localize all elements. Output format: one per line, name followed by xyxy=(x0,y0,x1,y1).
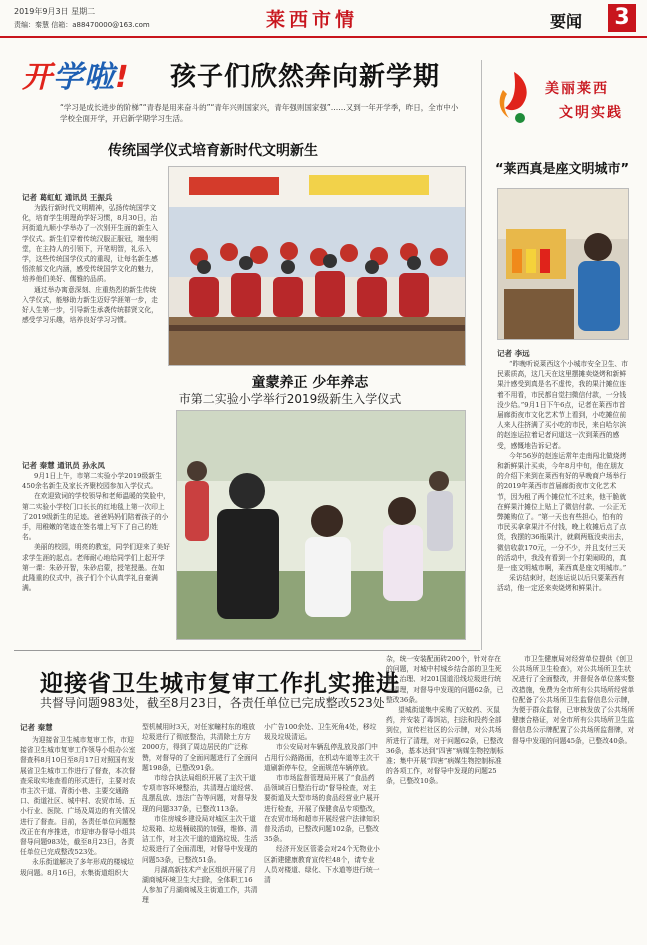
civic-logo-line1: 美丽莱西 xyxy=(545,81,609,97)
photo-ceremony xyxy=(168,166,466,366)
editor-line: 责编：秦慧 信箱：a88470000@163.com xyxy=(14,21,150,29)
lead-paragraph: “学习是成长进步的阶梯”“青春是用来奋斗的”“青年兴则国家兴，青年强则国家强”……又到一年开学季，昨日，全市中小学校全面开学，开启新学期学习生活。 xyxy=(60,103,459,123)
sidebar-paragraph: “昨晚听说莱西这个小城市安全卫生、市民素质高，这几天在这里摆摊卖烧烤和新鲜果汁感受到真是名不虚传，我的果汁摊位连着不用看，市民都自觉扫微信付款，一分钱没少给。”9月1日下午6点，记者在莱西市首届廊街夜市文化艺术节上看到，小吃摊位前人来人往挤满了买小吃的市民，来自哈尔滨的赵连运拉着记者问道这一次到莱西的感受，感慨地告诉记者。 xyxy=(497,360,629,450)
story2-title: 童蒙养正 少年养志 xyxy=(251,375,369,391)
story2-subtitle: 市第二实验小学举行2019级新生入学仪式 xyxy=(178,392,402,406)
story2-paragraph: 美丽的校园，明亮的教室，同学们迎来了美好求学生涯的起点。老师耐心地给同学们上起开学第一课：朱砂开智，朱砂启蒙，授笔授墨。在如此隆重的仪式中，孩子们个个认真学礼自豪满满。 xyxy=(22,543,170,593)
story3-subtitle: 共督导问题983处，截至8月23日，各责任单位已完成整改523处 xyxy=(40,696,385,710)
section-name: 要闻 xyxy=(550,12,583,31)
story3-paragraph: 永乐街道解决了多年形成的楼城垃圾问题。8月16日，水集街道组织大 xyxy=(20,858,134,877)
kicker-part-a: 开 xyxy=(22,60,53,95)
story3-paragraph: 市市场监督管理局开展了“食品药品领域百日整治行动”督导检查，对主要街道及大型市场的食品经营业户展开进行检查，开展了保健食品专项整改，在农贸市场和超市开展经营户法律知识普及活动，已整改问题102条，已整改35条。 xyxy=(264,774,380,844)
story1-column xyxy=(22,192,162,325)
story3-paragraph: 市卫生健康局对经营单位提供《创卫公共场所卫生检查》，对公共场所卫生状况进行了全面整改，并督促各单位落实整改措施，免费为全市所有公共场所经营单位配备了公共场所卫生监督信息公示牌，为便于群众监督，已审核发放了公共场所健康合格证，对全市所有公共场所卫生监督信息公示牌配置了公共场所监督牌，对督导中发现的问题45条，已整改40条。 xyxy=(512,655,635,745)
civic-emblem-icon xyxy=(493,68,535,128)
story3-paragraph: 市公安局对车辆乱停乱放及部门中占用行公路路面，在机动车道等主次干道刷新停车位，全面规范车辆停放。 xyxy=(264,743,380,772)
sidebar-paragraph: 采访结束时，赵连运说以后只要莱西有活动，他一定还来卖烧烤和鲜果汁。 xyxy=(497,574,625,593)
story2-byline: 记者 秦慧 通讯员 孙永凤 xyxy=(22,461,105,470)
story3-paragraph: 为迎接省卫生城市复审工作，市迎接省卫生城市复审工作领导小组办公室督查科8月10日至8月17日对照国有发展省卫生城市工作进行了督查，本次督查采取实地查看的形式进行，主要对农市主次干道、背街小巷、主要交通路口、街道社区、城中村、农贸市场、五小行业、医院、广场及周边的有关情况进行了督查。目前，各责任单位问题整改正在有序推进，市迎审办督导小组共督导问题983处，截至8月23日，各责任单位已完成整改523处。 xyxy=(20,736,136,857)
story3-paragraph: 小广告100余处、卫生死角4处，移垃圾及垃圾清运。 xyxy=(264,723,377,742)
story3-column-2 xyxy=(142,722,258,906)
photo-cinnabar xyxy=(176,410,466,640)
story3-paragraph: 望城街道集中采购了灭蚊药、灭鼠药，并安装了毒饵站，扫法和投药全部到位，宣传栏社区的公示牌，对公共场所进行了清理，对于问题62条，已整改36条，基本达到“四害”病媒生物控制标准；集中开展“四害”病媒生物控制标准的各项工作，对督导中发现的问题25条，已整改10条。 xyxy=(386,706,504,786)
kicker-part-b: 学啦 xyxy=(53,60,115,95)
story3-paragraph: 型机械用时3天，对任家疃村东的堆放垃圾进行了彻底整治，共清除土方方2000方，得到了周边居民的广泛称赞，对督导的了全面问题进行了全面问题198条，已整改91条。 xyxy=(142,723,258,772)
story3-column-3 xyxy=(264,722,380,885)
story2-paragraph: 在欢迎致词的学校领导和老师温暖的笑脸中，第二实验小学校门口长长的红地毯上第一次印上了2019级新生的足迹。爸爸妈妈们陪着孩子的小手，用稚嫩的笔迹在签名墙上写下了自己的姓名。 xyxy=(22,492,170,542)
story2-column xyxy=(22,460,170,593)
page-number: 3 xyxy=(608,4,636,32)
night-market-photo-illustration xyxy=(498,189,629,340)
story1-title: 传统国学仪式培育新时代文明新生 xyxy=(108,143,318,159)
sidebar-title: “莱西真是座文明城市” xyxy=(494,162,630,177)
ceremony-photo-illustration xyxy=(169,167,466,366)
section-rule xyxy=(14,650,480,651)
column-divider xyxy=(481,60,482,650)
lead-headline: 孩子们欣然奔向新学期 xyxy=(170,62,441,92)
cinnabar-photo-illustration xyxy=(177,411,466,640)
story3-column-1 xyxy=(20,722,136,878)
sidebar-paragraph: 今年56岁的赵连运常年走南闯北做烧烤和新鲜果汁买卖，今年8月中旬，他在朋友的介绍下来到在莱西有好的早晚商户场举行的2019年莱西市首届廊街夜市文化艺术节，因为租了两个摊位忙不过来，他干脆就在鲜果汁摊位上贴上了微信付款、一公正无弊摊购位了。“第一天也有些担心，怕有的市民买拿拿果汁不付钱，晚上收摊后点了点货，我摆的36瓶果汁，就剩两瓶没卖出去，微信收款170元，一分不少，并且支付三天的活动中，我没有看到一个打架闹殴的，真是一座文明城市啊，莱西真是座文明城市。” xyxy=(497,451,628,573)
kicker-part-c: ! xyxy=(115,60,130,95)
kicker xyxy=(22,52,130,96)
story1-byline: 记者 葛虹虹 通讯员 王振兵 xyxy=(22,193,113,202)
story3-headline: 迎接省卫生城市复审工作扎实推进 xyxy=(40,671,400,697)
story3-column-5 xyxy=(512,654,636,746)
civic-logo xyxy=(487,60,637,150)
sidebar-column xyxy=(497,348,629,594)
newspaper-logo: 莱西市情 xyxy=(266,9,359,31)
photo-night-market xyxy=(497,188,629,340)
story3-paragraph: 市住房城乡建设局对城区主次干道垃圾箱、垃圾桶破损的加强，维修、清洁工作，对主次干道的道路垃圾、生活垃圾进行了全面清理，对督导中发现的问题53条，已整改51条。 xyxy=(142,814,258,864)
story1-paragraph: 为践行新时代文明精神，弘扬传统国学文化，培育学生明理尚学好习惯，8月30日，治河街道九顺小学举办了一次别开生面的新生入学仪式。新生们穿着传统汉服正服冠，端坐明堂，在主持人的引领下，开笔明智，礼乐入学，这些传统国学仪式的重现，让每名新生感悟浓郁文化内涵，感受传统国学文化的魅力，培养他们美好、儒雅的品质。 xyxy=(22,204,158,284)
masthead xyxy=(0,0,647,38)
story3-column-4 xyxy=(386,654,506,787)
story3-paragraph: 杂，统一安装配面砖200个，针对存在的问题，对城中村城乡结合部的卫生死角、治理、对201国道沿线垃圾进行统一清理，对督导中发现的问题62条，已整改36条。 xyxy=(386,655,504,704)
story3-paragraph: 经济开发区管委会对24个无物业小区新建健康教育宣传栏48个，请专业人员对楼道、绿化、下水道等进行统一清 xyxy=(264,845,380,885)
story1-paragraph: 通过举办寓意深刻、庄重热烈的新生传统入学仪式，能够助力新生迈好学涯第一步，走好人生第一步，引导新生承袭传统群贤文化，感受学习乐趣，培养良好学习习惯。 xyxy=(22,285,158,325)
story2-paragraph: 9月1日上午，市第二实验小学2019级新生450余名新生及家长齐聚校园参加入学仪式。 xyxy=(22,472,162,491)
issue-date: 2019年9月3日 星期二 xyxy=(14,7,96,16)
civic-logo-line2: 文明实践 xyxy=(559,105,623,121)
sidebar-byline: 记者 李远 xyxy=(497,349,530,358)
story3-paragraph: 月湖高新技术产业区组织开展了月湖商城环境卫生大扫除，全体职工16人参加了月湖商城及主街道工作，共清理 xyxy=(142,865,258,905)
story3-paragraph: 市综合执法局组织开展了主次干道专项市容环境整治，共清理占道经营、乱摆乱放、违法广告等问题，对督导发现的问题337条，已整改113条。 xyxy=(142,774,258,813)
story3-byline: 记者 秦慧 xyxy=(20,723,53,732)
